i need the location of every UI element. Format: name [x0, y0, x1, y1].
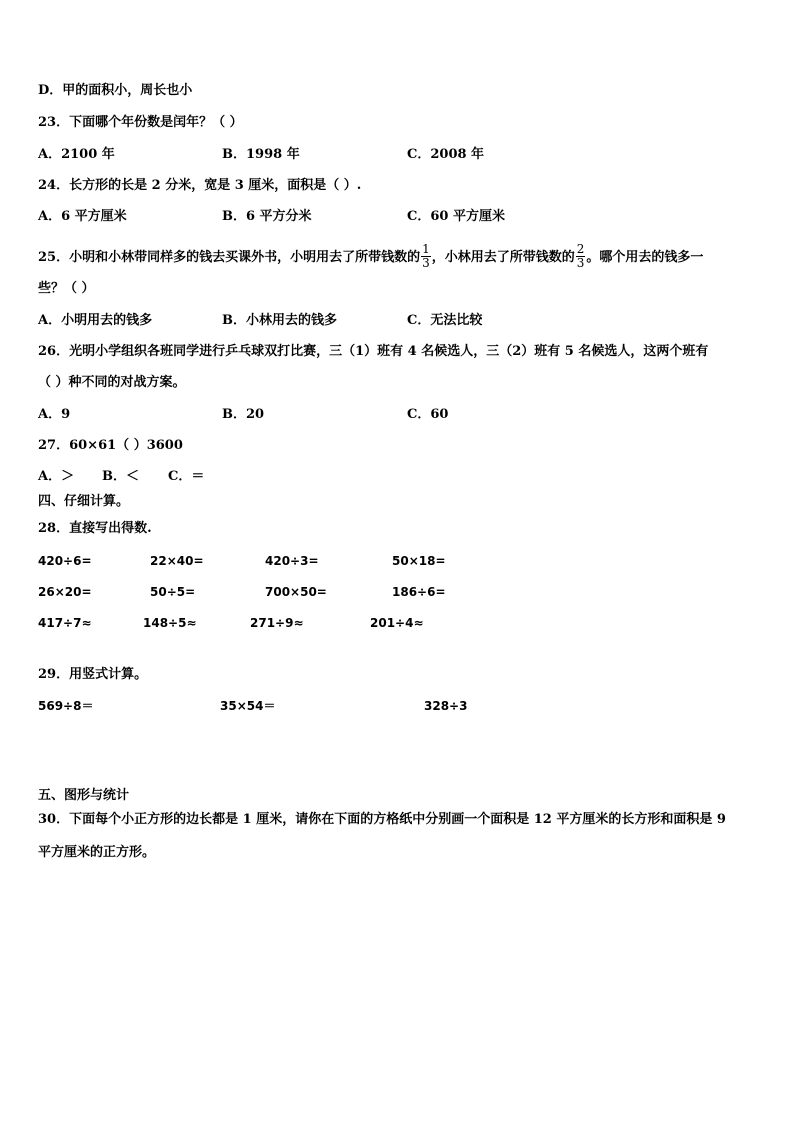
q25-option-c: C．无法比较 — [407, 313, 483, 328]
q28-r2-c2: 50÷5= — [150, 585, 196, 599]
q25-fraction-1-denominator: 3 — [422, 256, 430, 270]
q24-option-b: B．6 平方分米 — [222, 209, 312, 224]
q28-r1-c4: 50×18= — [392, 554, 446, 568]
q22-option-d: D．甲的面积小，周长也小 — [38, 83, 193, 98]
q23-option-b: B．1998 年 — [222, 147, 300, 162]
q25-stem-line1 — [38, 244, 703, 271]
q28-r3-c3: 271÷9≈ — [250, 616, 304, 630]
q23-option-c: C．2008 年 — [407, 147, 485, 162]
q25-fraction-2 — [576, 243, 586, 270]
q28-r3-c1: 417÷7≈ — [38, 616, 92, 630]
q28-r3-c4: 201÷4≈ — [370, 616, 424, 630]
section-4-title: 四、仔细计算。 — [38, 494, 130, 509]
q27-option-b: B．＜ — [102, 469, 139, 484]
q26-option-c: C．60 — [407, 407, 449, 422]
q25-fraction-1 — [421, 243, 431, 270]
q27-option-a: A．＞ — [38, 469, 75, 484]
q29-item-1: 569÷8＝ — [38, 699, 94, 713]
q25-fraction-1-numerator: 1 — [422, 242, 430, 256]
q25-option-a: A．小明用去的钱多 — [38, 313, 153, 328]
q30-stem-line1: 30．下面每个小正方形的边长都是 1 厘米，请你在下面的方格纸中分别画一个面积是 12 平方厘米的长方形和面积是 9 — [38, 812, 726, 827]
q24-option-a: A．6 平方厘米 — [38, 209, 127, 224]
q25-option-b: B．小林用去的钱多 — [222, 313, 337, 328]
q27-option-c: C．＝ — [168, 469, 205, 484]
q26-stem-line2: （ ）种不同的对战方案。 — [38, 375, 186, 390]
section-5-title: 五、图形与统计 — [38, 788, 130, 803]
q24-stem: 24．长方形的长是 2 分米，宽是 3 厘米，面积是（ ）. — [38, 178, 362, 193]
q23-option-a: A．2100 年 — [38, 147, 115, 162]
q26-option-b: B．20 — [222, 407, 265, 422]
q30-stem-line2: 平方厘米的正方形。 — [38, 845, 156, 860]
q28-r1-c1: 420÷6= — [38, 554, 92, 568]
q26-stem-line1: 26．光明小学组织各班同学进行乒乓球双打比赛，三（1）班有 4 名候选人，三（2）班有 5 名候选人，这两个班有 — [38, 344, 709, 359]
q29-item-3: 328÷3 — [424, 699, 468, 713]
q23-stem: 23．下面哪个年份数是闰年？（ ） — [38, 115, 243, 130]
q25-stem-part3: 。哪个用去的钱多一 — [586, 250, 704, 265]
q29-item-2: 35×54＝ — [220, 699, 276, 713]
q25-stem-line2: 些？（ ） — [38, 281, 95, 296]
q24-option-c: C．60 平方厘米 — [407, 209, 505, 224]
q25-fraction-2-denominator: 3 — [576, 256, 585, 270]
q27-stem: 27．60×61（ ）3600 — [38, 438, 183, 453]
q25-fraction-2-numerator: 2 — [576, 242, 585, 256]
q25-stem-part1: 25．小明和小林带同样多的钱去买课外书，小明用去了所带钱数的 — [38, 250, 421, 265]
q28-r2-c3: 700×50= — [265, 585, 327, 599]
q28-r2-c4: 186÷6= — [392, 585, 446, 599]
q28-r1-c2: 22×40= — [150, 554, 204, 568]
q28-r3-c2: 148÷5≈ — [143, 616, 197, 630]
q26-option-a: A．9 — [38, 407, 71, 422]
q29-stem: 29．用竖式计算。 — [38, 667, 148, 682]
q28-r2-c1: 26×20= — [38, 585, 92, 599]
q28-r1-c3: 420÷3= — [265, 554, 319, 568]
q25-stem-part2: ，小林用去了所带钱数的 — [431, 250, 575, 265]
q28-stem: 28．直接写出得数. — [38, 521, 152, 536]
